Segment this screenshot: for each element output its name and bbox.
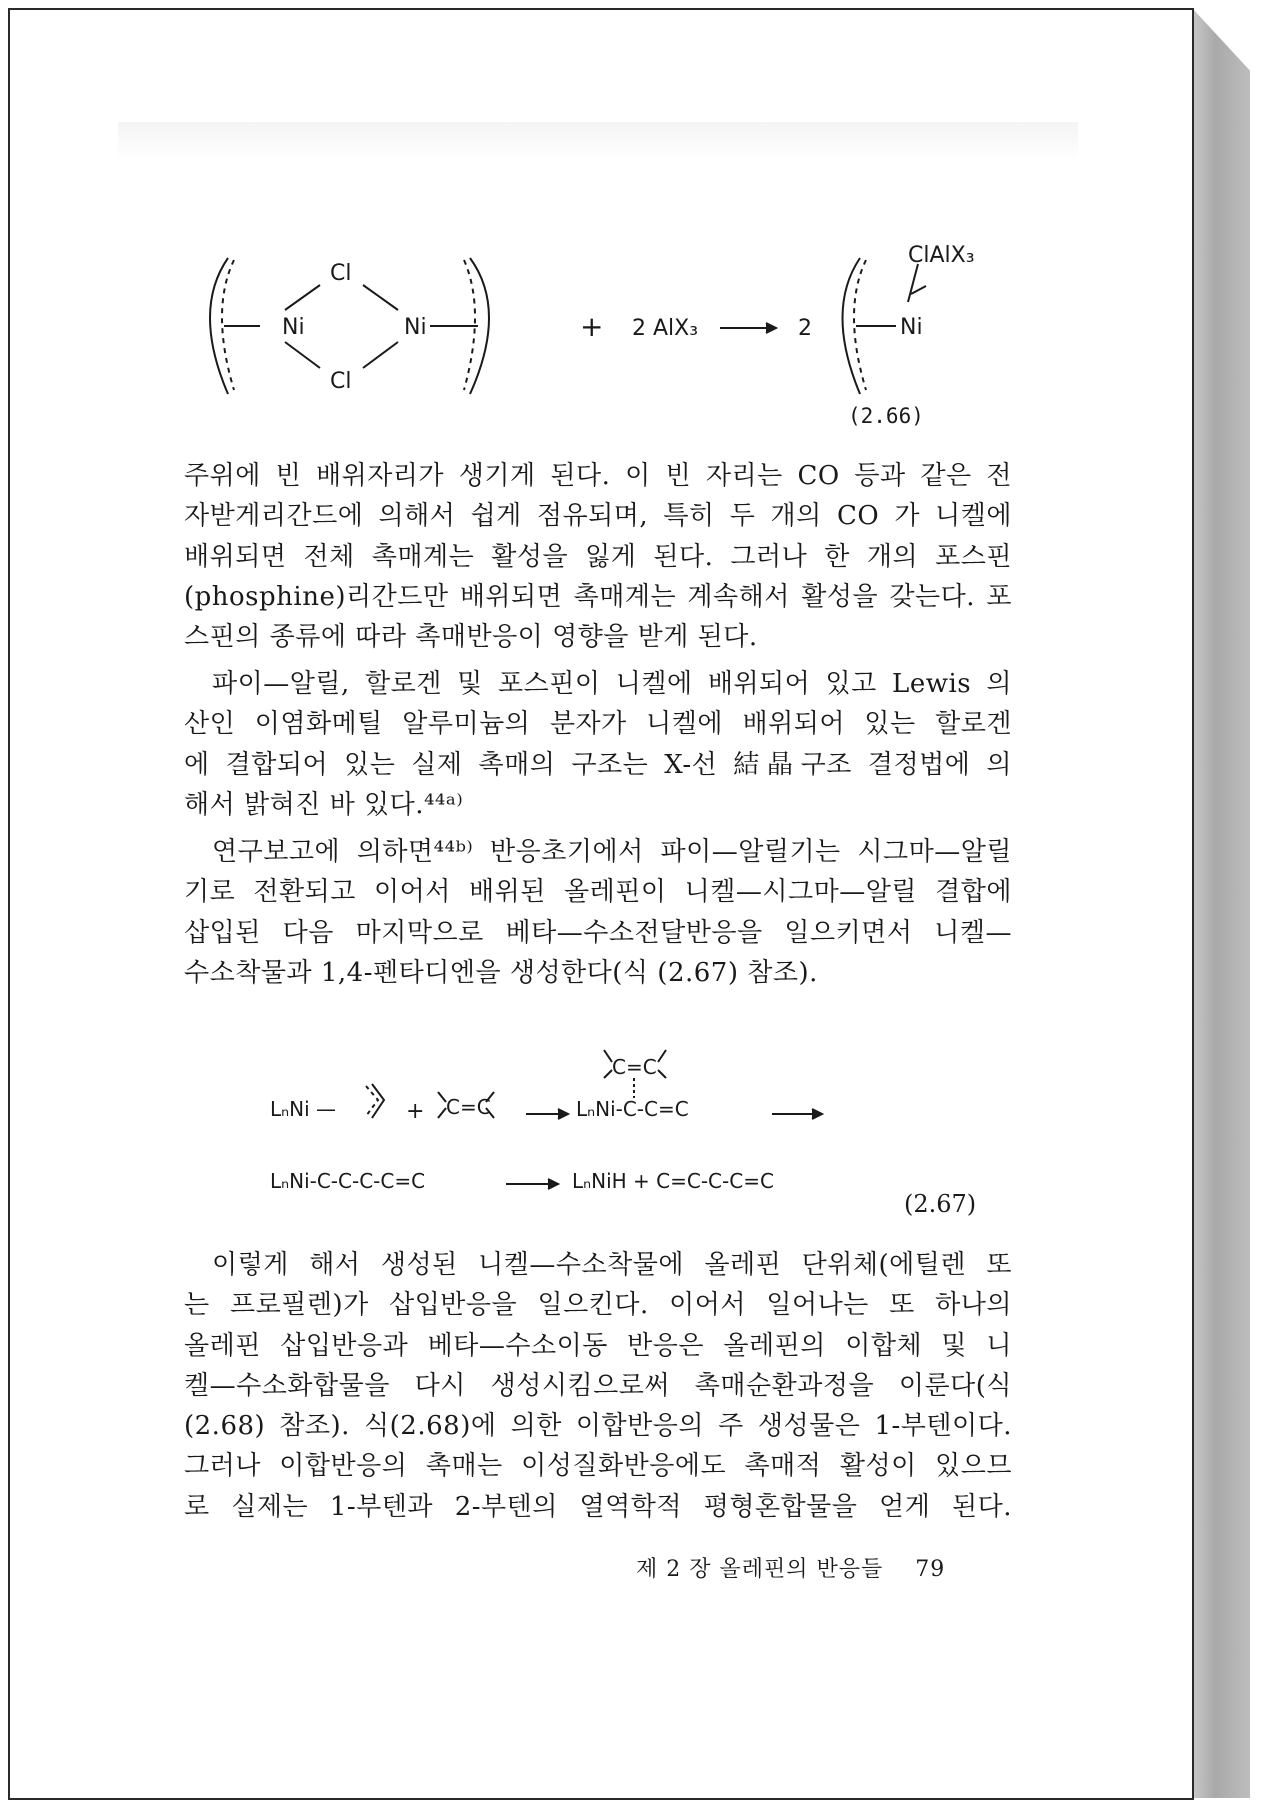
text-line: 켈—수소화합물을 다시 생성시킴으로써 촉매순환과정을 이룬다(식 (184, 1370, 1012, 1401)
chapter-title: 제 2 장 올레핀의 반응들 (636, 1557, 884, 1582)
coefficient-label: 2 (798, 316, 812, 341)
text-line: 는 프로필렌)가 삽입반응을 일으킨다. 이어서 일어나는 또 하나의 (184, 1290, 1012, 1321)
text-line: 산인 이염화메틸 알루미늄의 분자가 니켈에 배위되어 있는 할로겐 (184, 709, 1012, 740)
text-line: 파이—알릴, 할로겐 및 포스핀이 니켈에 배위되어 있고 Lewis 의 (212, 669, 1012, 699)
text-line: 배위되면 전체 촉매계는 활성을 잃게 된다. 그러나 한 개의 포스핀 (184, 541, 1012, 572)
eq267-olefin: C=C (446, 1095, 491, 1119)
text-line: 기로 전환되고 이어서 배위된 올레핀이 니켈—시그마—알릴 결합에 (184, 877, 1012, 908)
eq267-row2-product: LₙNiH + C=C-C-C=C (572, 1169, 774, 1193)
paragraph-3 (184, 832, 1012, 993)
page-number: 79 (915, 1557, 946, 1582)
text-line: 자받게리간드에 의해서 쉽게 점유되며, 특히 두 개의 CO 가 니켈에 (184, 501, 1012, 532)
plus-sign: + (580, 310, 604, 343)
text-line: 연구보고에 의하면⁴⁴ᵇ⁾ 반응초기에서 파이—알릴기는 시그마—알릴 (212, 837, 1012, 867)
equation-number-2-67: (2.67) (904, 1190, 977, 1218)
text-line: 로 실제는 1-부텐과 2-부텐의 열역학적 평형혼합물을 얻게 된다. (184, 1491, 1012, 1522)
equation-2-66 (180, 228, 1010, 408)
book-spine (1192, 8, 1250, 1798)
product-group-label: ClAlX₃ (908, 243, 975, 268)
eq267-product-1: LₙNi-C-C=C (576, 1097, 689, 1121)
text-line: 그러나 이합반응의 촉매는 이성질화반응에도 촉매적 활성이 있으므 (184, 1451, 1012, 1482)
paragraph-1 (184, 456, 1012, 657)
ni-right-label: Ni (404, 315, 427, 340)
cl-bottom-label: Cl (330, 369, 352, 394)
text-line: 삽입된 다음 마지막으로 베타—수소전달반응을 일으키면서 니켈— (184, 917, 1012, 948)
text-line: 스핀의 종류에 따라 촉매반응이 영향을 받게 된다. (184, 622, 758, 653)
text-line: 해서 밝혀진 바 있다.⁴⁴ᵃ⁾ (184, 789, 464, 820)
eq267-lnni-start: LₙNi — (270, 1097, 336, 1121)
text-line: 올레핀 삽입반응과 베타—수소이동 반응은 올레핀의 이합체 및 니 (184, 1330, 1012, 1361)
cl-top-label: Cl (330, 261, 352, 286)
book-spine-edge (1192, 8, 1194, 1798)
reagent-label: 2 AlX₃ (632, 316, 699, 341)
text-line: 수소착물과 1,4-펜타디엔을 생성한다(식 (2.67) 참조). (184, 957, 818, 988)
text-line: 주위에 빈 배위자리가 생기게 된다. 이 빈 자리는 CO 등과 같은 전 (184, 461, 1012, 491)
eq267-row2-start: LₙNi-C-C-C-C=C (270, 1169, 426, 1193)
paragraph-4 (184, 1245, 1012, 1527)
paragraph-2 (184, 664, 1012, 825)
text-line: 에 결합되어 있는 실제 촉매의 구조는 X-선 結晶구조 결정법에 의 (184, 749, 1012, 780)
scan-shadow (118, 122, 1078, 160)
equation-2-67 (260, 1048, 860, 1208)
text-line: (2.68) 참조). 식(2.68)에 의한 이합반응의 주 생성물은 1-부텐이다. (184, 1411, 1012, 1442)
page-footer (636, 1552, 945, 1583)
eq267-plus: + (406, 1099, 425, 1124)
equation-number-2-66: (2.66) (848, 404, 924, 428)
ni-left-label: Ni (282, 315, 305, 340)
eq267-coordinated-olefin: C=C (612, 1055, 657, 1079)
text-line: 이렇게 해서 생성된 니켈—수소착물에 올레핀 단위체(에틸렌 또 (212, 1250, 1012, 1280)
product-ni-label: Ni (900, 315, 923, 340)
text-line: (phosphine)리간드만 배위되면 촉매계는 계속해서 활성을 갖는다. 포 (184, 581, 1012, 612)
